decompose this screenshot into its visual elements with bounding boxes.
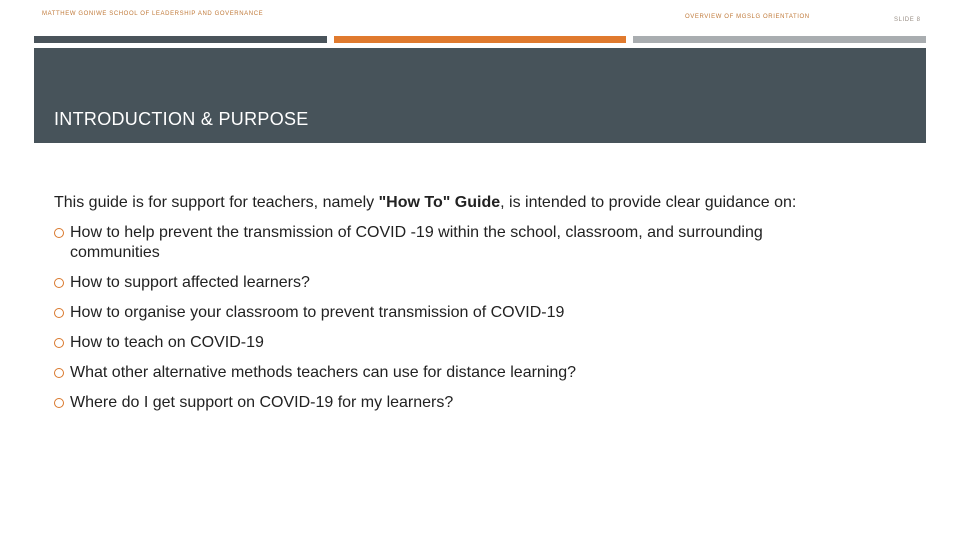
circle-outline-icon [54, 228, 64, 238]
title-band [34, 48, 926, 143]
list-item-text: How to support affected learners? [70, 274, 310, 291]
intro-text-before: This guide is for support for teachers, namely [54, 194, 379, 211]
list-item-text: How to organise your classroom to prevent transmission of COVID-19 [70, 304, 565, 321]
list-item [54, 303, 914, 323]
list-item [54, 363, 914, 383]
list-item [54, 393, 914, 413]
overview-label: OVERVIEW OF MGSLG ORIENTATION [685, 14, 810, 20]
list-item-text: How to teach on COVID-19 [70, 334, 264, 351]
intro-paragraph [54, 193, 914, 213]
list-item [54, 223, 914, 263]
circle-outline-icon [54, 308, 64, 318]
intro-text-after: , is intended to provide clear guidance on: [500, 194, 797, 211]
list-item-text-continued: communities [70, 244, 160, 261]
list-item-text: Where do I get support on COVID-19 for my learners? [70, 394, 454, 411]
circle-outline-icon [54, 338, 64, 348]
circle-outline-icon [54, 368, 64, 378]
circle-outline-icon [54, 278, 64, 288]
bullet-list [54, 223, 914, 413]
slide-body [54, 193, 914, 423]
accent-bar-dark [34, 36, 327, 43]
slide-number-label: SLIDE 8 [894, 17, 921, 23]
list-item-text: What other alternative methods teachers can use for distance learning? [70, 364, 577, 381]
intro-highlight: "How To" Guide [378, 194, 501, 211]
slide-title: INTRODUCTION & PURPOSE [54, 109, 309, 129]
list-item [54, 273, 914, 293]
accent-bar-grey [633, 36, 926, 43]
list-item-text: How to help prevent the transmission of COVID -19 within the school, classroom, and surrounding [70, 224, 763, 241]
circle-outline-icon [54, 398, 64, 408]
school-name-label: MATTHEW GONIWE SCHOOL OF LEADERSHIP AND GOVERNANCE [42, 11, 264, 17]
list-item [54, 333, 914, 353]
accent-bar-orange [334, 36, 626, 43]
